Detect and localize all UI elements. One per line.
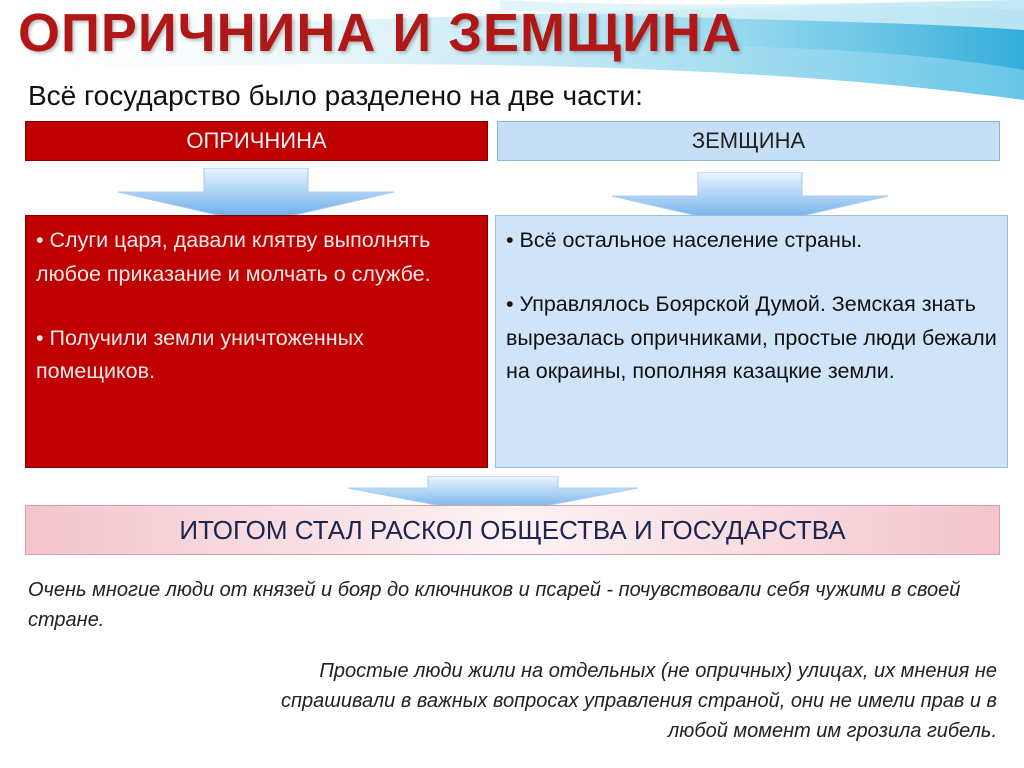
list-item: • Получили земли уничтоженных помещиков. xyxy=(36,325,364,384)
list-item: • Управлялось Боярской Думой. Земская знать вырезалась опричниками, простые люди бежали на окраины, пополняя казацкие земли. xyxy=(506,291,997,384)
subtitle: Всё государство было разделено на две части: xyxy=(28,80,643,111)
conclusion-paragraph: Очень многие люди от князей и бояр до ключников и псарей - почувствовали себя чужими в своей стране. xyxy=(28,579,961,631)
page-title: ОПРИЧНИНА И ЗЕМЩИНА xyxy=(18,3,742,63)
list-item: • Всё остальное население страны. xyxy=(506,228,863,252)
result-banner: ИТОГОМ СТАЛ РАСКОЛ ОБЩЕСТВА И ГОСУДАРСТВА xyxy=(25,505,1000,555)
commoners-paragraph: Простые люди жили на отдельных (не опричных) улицах, их мнения не спрашивали в важных вопросах управления страной, они не имели прав и в любой момент им грозила гибель. xyxy=(280,660,997,742)
header-oprichnina: ОПРИЧНИНА xyxy=(25,121,488,161)
header-zemshchina: ЗЕМЩИНА xyxy=(497,121,1000,161)
zemshchina-details xyxy=(495,215,1008,468)
list-item: • Слуги царя, давали клятву выполнять любое приказание и молчать о службе. xyxy=(36,228,431,286)
oprichnina-details xyxy=(25,215,488,468)
